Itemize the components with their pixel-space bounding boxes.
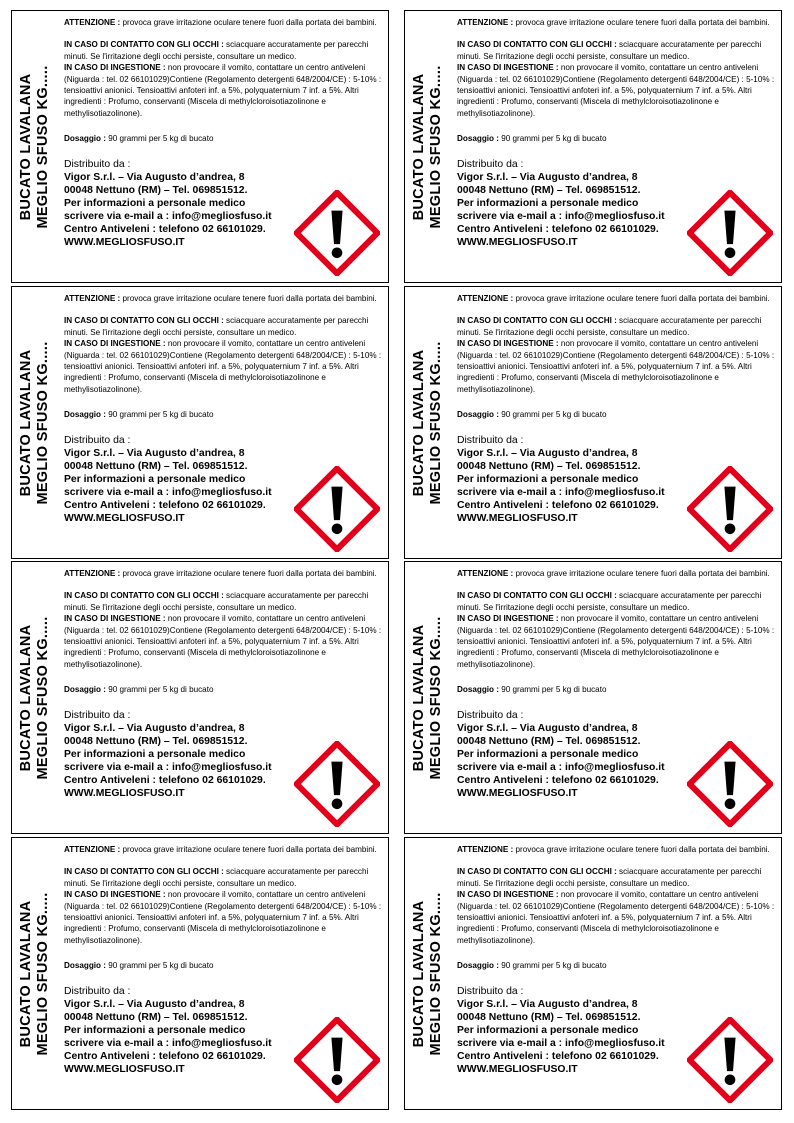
dosage-label: Dosaggio : bbox=[457, 410, 499, 420]
ingestion-text: non provocare il vomito, contattare un centro antiveleni (Niguarda : tel. 02 66101029)Contiene (Regolamento detergenti 648/2004/CE) : 5-10% : tensioattivi anionici. Tensioattivi anfoteri inf. a 5%, polyquaternium 7 inf. a 5%. Altri ingredienti : Profumo, conservanti (Miscela di methylcloroisotiazolinone e methylisotiazolinone). bbox=[457, 890, 775, 945]
ingestion-paragraph bbox=[457, 338, 779, 395]
distributor-name-address: Vigor S.r.l. – Via Augusto d’andrea, 8 bbox=[457, 722, 638, 734]
product-title-line-1: BUCATO LAVALANA bbox=[411, 900, 427, 1047]
product-title-line-2: MEGLIO SFUSO KG..... bbox=[428, 891, 444, 1056]
distributor-name-address: Vigor S.r.l. – Via Augusto d’andrea, 8 bbox=[457, 171, 638, 183]
dosage-paragraph bbox=[457, 960, 779, 971]
email-line: scrivere via e-mail a : info@megliosfuso.it bbox=[64, 761, 272, 773]
warning-text: provoca grave irritazione oculare tenere fuori dalla portata dei bambini. bbox=[513, 845, 770, 854]
eye-contact-paragraph bbox=[64, 315, 386, 338]
eye-contact-label: IN CASO DI CONTATTO CON GLI OCCHI : bbox=[457, 591, 617, 601]
ingestion-paragraph bbox=[457, 889, 779, 946]
poison-center-line: Centro Antiveleni : telefono 02 66101029. bbox=[457, 499, 659, 511]
eye-contact-paragraph bbox=[457, 590, 779, 613]
poison-center-line: Centro Antiveleni : telefono 02 66101029. bbox=[457, 1050, 659, 1062]
email-line: scrivere via e-mail a : info@megliosfuso.it bbox=[64, 210, 272, 222]
medical-info-line: Per informazioni a personale medico bbox=[457, 1024, 639, 1036]
eye-contact-label: IN CASO DI CONTATTO CON GLI OCCHI : bbox=[64, 591, 224, 601]
dosage-label: Dosaggio : bbox=[64, 410, 106, 420]
product-title-line-1: BUCATO LAVALANA bbox=[411, 73, 427, 220]
product-title bbox=[12, 838, 58, 1109]
product-title bbox=[12, 562, 58, 833]
warning-text: provoca grave irritazione oculare tenere fuori dalla portata dei bambini. bbox=[120, 569, 377, 578]
eye-contact-paragraph bbox=[457, 315, 779, 338]
ingestion-text: non provocare il vomito, contattare un centro antiveleni (Niguarda : tel. 02 66101029)Contiene (Regolamento detergenti 648/2004/CE) : 5-10% : tensioattivi anionici. Tensioattivi anfoteri inf. a 5%, polyquaternium 7 inf. a 5%. Altri ingredienti : Profumo, conservanti (Miscela di methylcloroisotiazolinone e methylisotiazolinone). bbox=[64, 339, 382, 394]
product-label-r4-c2 bbox=[404, 837, 782, 1110]
warning-label: ATTENZIONE : bbox=[457, 569, 514, 578]
product-title-line-1: BUCATO LAVALANA bbox=[18, 624, 34, 771]
ghs-exclamation-mark-icon bbox=[687, 466, 773, 552]
poison-center-line: Centro Antiveleni : telefono 02 66101029. bbox=[64, 1050, 266, 1062]
medical-info-line: Per informazioni a personale medico bbox=[64, 1024, 246, 1036]
product-title-line-1: BUCATO LAVALANA bbox=[411, 349, 427, 496]
distributor-name-address: Vigor S.r.l. – Via Augusto d’andrea, 8 bbox=[64, 447, 245, 459]
warning-paragraph bbox=[457, 844, 779, 855]
eye-contact-paragraph bbox=[64, 866, 386, 889]
ingestion-text: non provocare il vomito, contattare un centro antiveleni (Niguarda : tel. 02 66101029)Contiene (Regolamento detergenti 648/2004/CE) : 5-10% : tensioattivi anionici. Tensioattivi anfoteri inf. a 5%, polyquaternium 7 inf. a 5%. Altri ingredienti : Profumo, conservanti (Miscela di methylcloroisotiazolinone e methylisotiazolinone). bbox=[64, 890, 382, 945]
poison-center-line: Centro Antiveleni : telefono 02 66101029. bbox=[457, 774, 659, 786]
ghs-exclamation-mark-icon bbox=[687, 1017, 773, 1103]
dosage-paragraph bbox=[457, 133, 779, 144]
eye-contact-text: sciacquare accuratamente per parecchi minuti. Se l'irritazione degli occhi persiste, consultare un medico. bbox=[64, 867, 369, 888]
ingestion-paragraph bbox=[64, 889, 386, 946]
distributor-city-phone: 00048 Nettuno (RM) – Tel. 069851512. bbox=[64, 460, 248, 472]
distributor-name-address: Vigor S.r.l. – Via Augusto d’andrea, 8 bbox=[64, 171, 245, 183]
ingestion-paragraph bbox=[64, 613, 386, 670]
email-line: scrivere via e-mail a : info@megliosfuso.it bbox=[457, 761, 665, 773]
medical-info-line: Per informazioni a personale medico bbox=[457, 473, 639, 485]
website-line: WWW.MEGLIOSFUSO.IT bbox=[64, 236, 185, 248]
distributor-city-phone: 00048 Nettuno (RM) – Tel. 069851512. bbox=[457, 460, 641, 472]
warning-paragraph bbox=[64, 844, 386, 855]
eye-contact-label: IN CASO DI CONTATTO CON GLI OCCHI : bbox=[64, 40, 224, 50]
product-title bbox=[405, 287, 451, 558]
ingestion-label: IN CASO DI INGESTIONE : bbox=[64, 63, 166, 73]
warning-label: ATTENZIONE : bbox=[64, 294, 121, 303]
warning-text: provoca grave irritazione oculare tenere fuori dalla portata dei bambini. bbox=[513, 294, 770, 303]
distributor-city-phone: 00048 Nettuno (RM) – Tel. 069851512. bbox=[457, 1011, 641, 1023]
product-title bbox=[12, 287, 58, 558]
medical-info-line: Per informazioni a personale medico bbox=[64, 473, 246, 485]
ghs-exclamation-mark-icon bbox=[687, 190, 773, 276]
warning-text: provoca grave irritazione oculare tenere fuori dalla portata dei bambini. bbox=[513, 18, 770, 27]
product-title-line-2: MEGLIO SFUSO KG..... bbox=[428, 64, 444, 229]
website-line: WWW.MEGLIOSFUSO.IT bbox=[457, 512, 578, 524]
distributor-name-address: Vigor S.r.l. – Via Augusto d’andrea, 8 bbox=[457, 998, 638, 1010]
distributor-heading: Distribuito da : bbox=[457, 434, 524, 446]
eye-contact-paragraph bbox=[64, 39, 386, 62]
email-line: scrivere via e-mail a : info@megliosfuso.it bbox=[457, 486, 665, 498]
product-title-line-1: BUCATO LAVALANA bbox=[18, 900, 34, 1047]
eye-contact-label: IN CASO DI CONTATTO CON GLI OCCHI : bbox=[457, 316, 617, 326]
eye-contact-paragraph bbox=[64, 590, 386, 613]
dosage-paragraph bbox=[64, 960, 386, 971]
dosage-label: Dosaggio : bbox=[457, 961, 499, 971]
dosage-text: 90 grammi per 5 kg di bucato bbox=[105, 961, 214, 971]
ingestion-text: non provocare il vomito, contattare un centro antiveleni (Niguarda : tel. 02 66101029)Contiene (Regolamento detergenti 648/2004/CE) : 5-10% : tensioattivi anionici. Tensioattivi anfoteri inf. a 5%, polyquaternium 7 inf. a 5%. Altri ingredienti : Profumo, conservanti (Miscela di methylcloroisotiazolinone e methylisotiazolinone). bbox=[64, 63, 382, 118]
distributor-city-phone: 00048 Nettuno (RM) – Tel. 069851512. bbox=[64, 735, 248, 747]
warning-label: ATTENZIONE : bbox=[457, 18, 514, 27]
warning-label: ATTENZIONE : bbox=[64, 18, 121, 27]
ingestion-text: non provocare il vomito, contattare un centro antiveleni (Niguarda : tel. 02 66101029)Contiene (Regolamento detergenti 648/2004/CE) : 5-10% : tensioattivi anionici. Tensioattivi anfoteri inf. a 5%, polyquaternium 7 inf. a 5%. Altri ingredienti : Profumo, conservanti (Miscela di methylcloroisotiazolinone e methylisotiazolinone). bbox=[457, 339, 775, 394]
warning-paragraph bbox=[457, 17, 779, 28]
ghs-exclamation-mark-icon bbox=[294, 741, 380, 827]
ingestion-text: non provocare il vomito, contattare un centro antiveleni (Niguarda : tel. 02 66101029)Contiene (Regolamento detergenti 648/2004/CE) : 5-10% : tensioattivi anionici. Tensioattivi anfoteri inf. a 5%, polyquaternium 7 inf. a 5%. Altri ingredienti : Profumo, conservanti (Miscela di methylcloroisotiazolinone e methylisotiazolinone). bbox=[457, 63, 775, 118]
ghs-exclamation-mark-icon bbox=[294, 466, 380, 552]
eye-contact-text: sciacquare accuratamente per parecchi minuti. Se l'irritazione degli occhi persiste, consultare un medico. bbox=[64, 591, 369, 612]
distributor-heading: Distribuito da : bbox=[64, 158, 131, 170]
poison-center-line: Centro Antiveleni : telefono 02 66101029. bbox=[64, 499, 266, 511]
dosage-label: Dosaggio : bbox=[64, 961, 106, 971]
warning-paragraph bbox=[457, 568, 779, 579]
email-line: scrivere via e-mail a : info@megliosfuso.it bbox=[64, 486, 272, 498]
dosage-paragraph bbox=[457, 684, 779, 695]
distributor-heading: Distribuito da : bbox=[457, 709, 524, 721]
eye-contact-text: sciacquare accuratamente per parecchi minuti. Se l'irritazione degli occhi persiste, consultare un medico. bbox=[457, 867, 762, 888]
website-line: WWW.MEGLIOSFUSO.IT bbox=[457, 236, 578, 248]
eye-contact-label: IN CASO DI CONTATTO CON GLI OCCHI : bbox=[64, 316, 224, 326]
ingestion-label: IN CASO DI INGESTIONE : bbox=[64, 614, 166, 624]
ingestion-label: IN CASO DI INGESTIONE : bbox=[64, 339, 166, 349]
distributor-heading: Distribuito da : bbox=[457, 158, 524, 170]
warning-paragraph bbox=[64, 17, 386, 28]
product-label-r3-c2 bbox=[404, 561, 782, 834]
eye-contact-text: sciacquare accuratamente per parecchi minuti. Se l'irritazione degli occhi persiste, consultare un medico. bbox=[457, 316, 762, 337]
dosage-text: 90 grammi per 5 kg di bucato bbox=[105, 134, 214, 144]
distributor-name-address: Vigor S.r.l. – Via Augusto d’andrea, 8 bbox=[457, 447, 638, 459]
distributor-heading: Distribuito da : bbox=[64, 434, 131, 446]
ingestion-text: non provocare il vomito, contattare un centro antiveleni (Niguarda : tel. 02 66101029)Contiene (Regolamento detergenti 648/2004/CE) : 5-10% : tensioattivi anionici. Tensioattivi anfoteri inf. a 5%, polyquaternium 7 inf. a 5%. Altri ingredienti : Profumo, conservanti (Miscela di methylcloroisotiazolinone e methylisotiazolinone). bbox=[457, 614, 775, 669]
medical-info-line: Per informazioni a personale medico bbox=[64, 748, 246, 760]
ingestion-label: IN CASO DI INGESTIONE : bbox=[457, 890, 559, 900]
dosage-text: 90 grammi per 5 kg di bucato bbox=[498, 410, 607, 420]
distributor-heading: Distribuito da : bbox=[64, 709, 131, 721]
warning-text: provoca grave irritazione oculare tenere fuori dalla portata dei bambini. bbox=[513, 569, 770, 578]
warning-label: ATTENZIONE : bbox=[64, 845, 121, 854]
medical-info-line: Per informazioni a personale medico bbox=[457, 748, 639, 760]
dosage-paragraph bbox=[64, 133, 386, 144]
ingestion-label: IN CASO DI INGESTIONE : bbox=[457, 63, 559, 73]
medical-info-line: Per informazioni a personale medico bbox=[457, 197, 639, 209]
dosage-paragraph bbox=[64, 409, 386, 420]
email-line: scrivere via e-mail a : info@megliosfuso.it bbox=[64, 1037, 272, 1049]
product-label-r1-c1 bbox=[11, 10, 389, 283]
warning-text: provoca grave irritazione oculare tenere fuori dalla portata dei bambini. bbox=[120, 294, 377, 303]
ingestion-paragraph bbox=[457, 613, 779, 670]
dosage-text: 90 grammi per 5 kg di bucato bbox=[498, 134, 607, 144]
eye-contact-text: sciacquare accuratamente per parecchi minuti. Se l'irritazione degli occhi persiste, consultare un medico. bbox=[64, 40, 369, 61]
product-title-line-2: MEGLIO SFUSO KG..... bbox=[428, 340, 444, 505]
dosage-paragraph bbox=[457, 409, 779, 420]
distributor-city-phone: 00048 Nettuno (RM) – Tel. 069851512. bbox=[64, 184, 248, 196]
product-title-line-2: MEGLIO SFUSO KG..... bbox=[428, 615, 444, 780]
product-title-line-1: BUCATO LAVALANA bbox=[18, 73, 34, 220]
website-line: WWW.MEGLIOSFUSO.IT bbox=[64, 787, 185, 799]
eye-contact-label: IN CASO DI CONTATTO CON GLI OCCHI : bbox=[457, 40, 617, 50]
distributor-city-phone: 00048 Nettuno (RM) – Tel. 069851512. bbox=[457, 184, 641, 196]
warning-label: ATTENZIONE : bbox=[457, 845, 514, 854]
distributor-heading: Distribuito da : bbox=[64, 985, 131, 997]
dosage-label: Dosaggio : bbox=[64, 134, 106, 144]
eye-contact-paragraph bbox=[457, 866, 779, 889]
ingestion-paragraph bbox=[64, 62, 386, 119]
distributor-name-address: Vigor S.r.l. – Via Augusto d’andrea, 8 bbox=[64, 722, 245, 734]
website-line: WWW.MEGLIOSFUSO.IT bbox=[64, 1063, 185, 1075]
poison-center-line: Centro Antiveleni : telefono 02 66101029. bbox=[457, 223, 659, 235]
product-title-line-1: BUCATO LAVALANA bbox=[411, 624, 427, 771]
eye-contact-text: sciacquare accuratamente per parecchi minuti. Se l'irritazione degli occhi persiste, consultare un medico. bbox=[457, 40, 762, 61]
product-title bbox=[12, 11, 58, 282]
product-title bbox=[405, 838, 451, 1109]
ingestion-label: IN CASO DI INGESTIONE : bbox=[457, 614, 559, 624]
warning-label: ATTENZIONE : bbox=[457, 294, 514, 303]
dosage-label: Dosaggio : bbox=[64, 685, 106, 695]
ghs-exclamation-mark-icon bbox=[294, 190, 380, 276]
product-title bbox=[405, 11, 451, 282]
poison-center-line: Centro Antiveleni : telefono 02 66101029. bbox=[64, 223, 266, 235]
dosage-text: 90 grammi per 5 kg di bucato bbox=[105, 410, 214, 420]
dosage-paragraph bbox=[64, 684, 386, 695]
product-label-r1-c2 bbox=[404, 10, 782, 283]
product-title-line-2: MEGLIO SFUSO KG..... bbox=[35, 615, 51, 780]
website-line: WWW.MEGLIOSFUSO.IT bbox=[457, 1063, 578, 1075]
warning-paragraph bbox=[64, 293, 386, 304]
distributor-city-phone: 00048 Nettuno (RM) – Tel. 069851512. bbox=[457, 735, 641, 747]
ingestion-label: IN CASO DI INGESTIONE : bbox=[64, 890, 166, 900]
product-label-r2-c2 bbox=[404, 286, 782, 559]
warning-label: ATTENZIONE : bbox=[64, 569, 121, 578]
distributor-name-address: Vigor S.r.l. – Via Augusto d’andrea, 8 bbox=[64, 998, 245, 1010]
ghs-exclamation-mark-icon bbox=[294, 1017, 380, 1103]
warning-paragraph bbox=[457, 293, 779, 304]
dosage-text: 90 grammi per 5 kg di bucato bbox=[498, 961, 607, 971]
product-title-line-2: MEGLIO SFUSO KG..... bbox=[35, 64, 51, 229]
product-title-line-2: MEGLIO SFUSO KG..... bbox=[35, 340, 51, 505]
product-title bbox=[405, 562, 451, 833]
warning-text: provoca grave irritazione oculare tenere fuori dalla portata dei bambini. bbox=[120, 18, 377, 27]
dosage-text: 90 grammi per 5 kg di bucato bbox=[498, 685, 607, 695]
eye-contact-text: sciacquare accuratamente per parecchi minuti. Se l'irritazione degli occhi persiste, consultare un medico. bbox=[457, 591, 762, 612]
product-label-r3-c1 bbox=[11, 561, 389, 834]
email-line: scrivere via e-mail a : info@megliosfuso.it bbox=[457, 1037, 665, 1049]
warning-paragraph bbox=[64, 568, 386, 579]
warning-text: provoca grave irritazione oculare tenere fuori dalla portata dei bambini. bbox=[120, 845, 377, 854]
product-title-line-1: BUCATO LAVALANA bbox=[18, 349, 34, 496]
ingestion-paragraph bbox=[457, 62, 779, 119]
poison-center-line: Centro Antiveleni : telefono 02 66101029. bbox=[64, 774, 266, 786]
distributor-heading: Distribuito da : bbox=[457, 985, 524, 997]
product-title-line-2: MEGLIO SFUSO KG..... bbox=[35, 891, 51, 1056]
distributor-city-phone: 00048 Nettuno (RM) – Tel. 069851512. bbox=[64, 1011, 248, 1023]
eye-contact-paragraph bbox=[457, 39, 779, 62]
product-label-r2-c1 bbox=[11, 286, 389, 559]
eye-contact-text: sciacquare accuratamente per parecchi minuti. Se l'irritazione degli occhi persiste, consultare un medico. bbox=[64, 316, 369, 337]
ingestion-paragraph bbox=[64, 338, 386, 395]
eye-contact-label: IN CASO DI CONTATTO CON GLI OCCHI : bbox=[457, 867, 617, 877]
dosage-label: Dosaggio : bbox=[457, 134, 499, 144]
eye-contact-label: IN CASO DI CONTATTO CON GLI OCCHI : bbox=[64, 867, 224, 877]
website-line: WWW.MEGLIOSFUSO.IT bbox=[64, 512, 185, 524]
email-line: scrivere via e-mail a : info@megliosfuso.it bbox=[457, 210, 665, 222]
ingestion-label: IN CASO DI INGESTIONE : bbox=[457, 339, 559, 349]
ghs-exclamation-mark-icon bbox=[687, 741, 773, 827]
ingestion-text: non provocare il vomito, contattare un centro antiveleni (Niguarda : tel. 02 66101029)Contiene (Regolamento detergenti 648/2004/CE) : 5-10% : tensioattivi anionici. Tensioattivi anfoteri inf. a 5%, polyquaternium 7 inf. a 5%. Altri ingredienti : Profumo, conservanti (Miscela di methylcloroisotiazolinone e methylisotiazolinone). bbox=[64, 614, 382, 669]
medical-info-line: Per informazioni a personale medico bbox=[64, 197, 246, 209]
dosage-text: 90 grammi per 5 kg di bucato bbox=[105, 685, 214, 695]
website-line: WWW.MEGLIOSFUSO.IT bbox=[457, 787, 578, 799]
dosage-label: Dosaggio : bbox=[457, 685, 499, 695]
product-label-r4-c1 bbox=[11, 837, 389, 1110]
